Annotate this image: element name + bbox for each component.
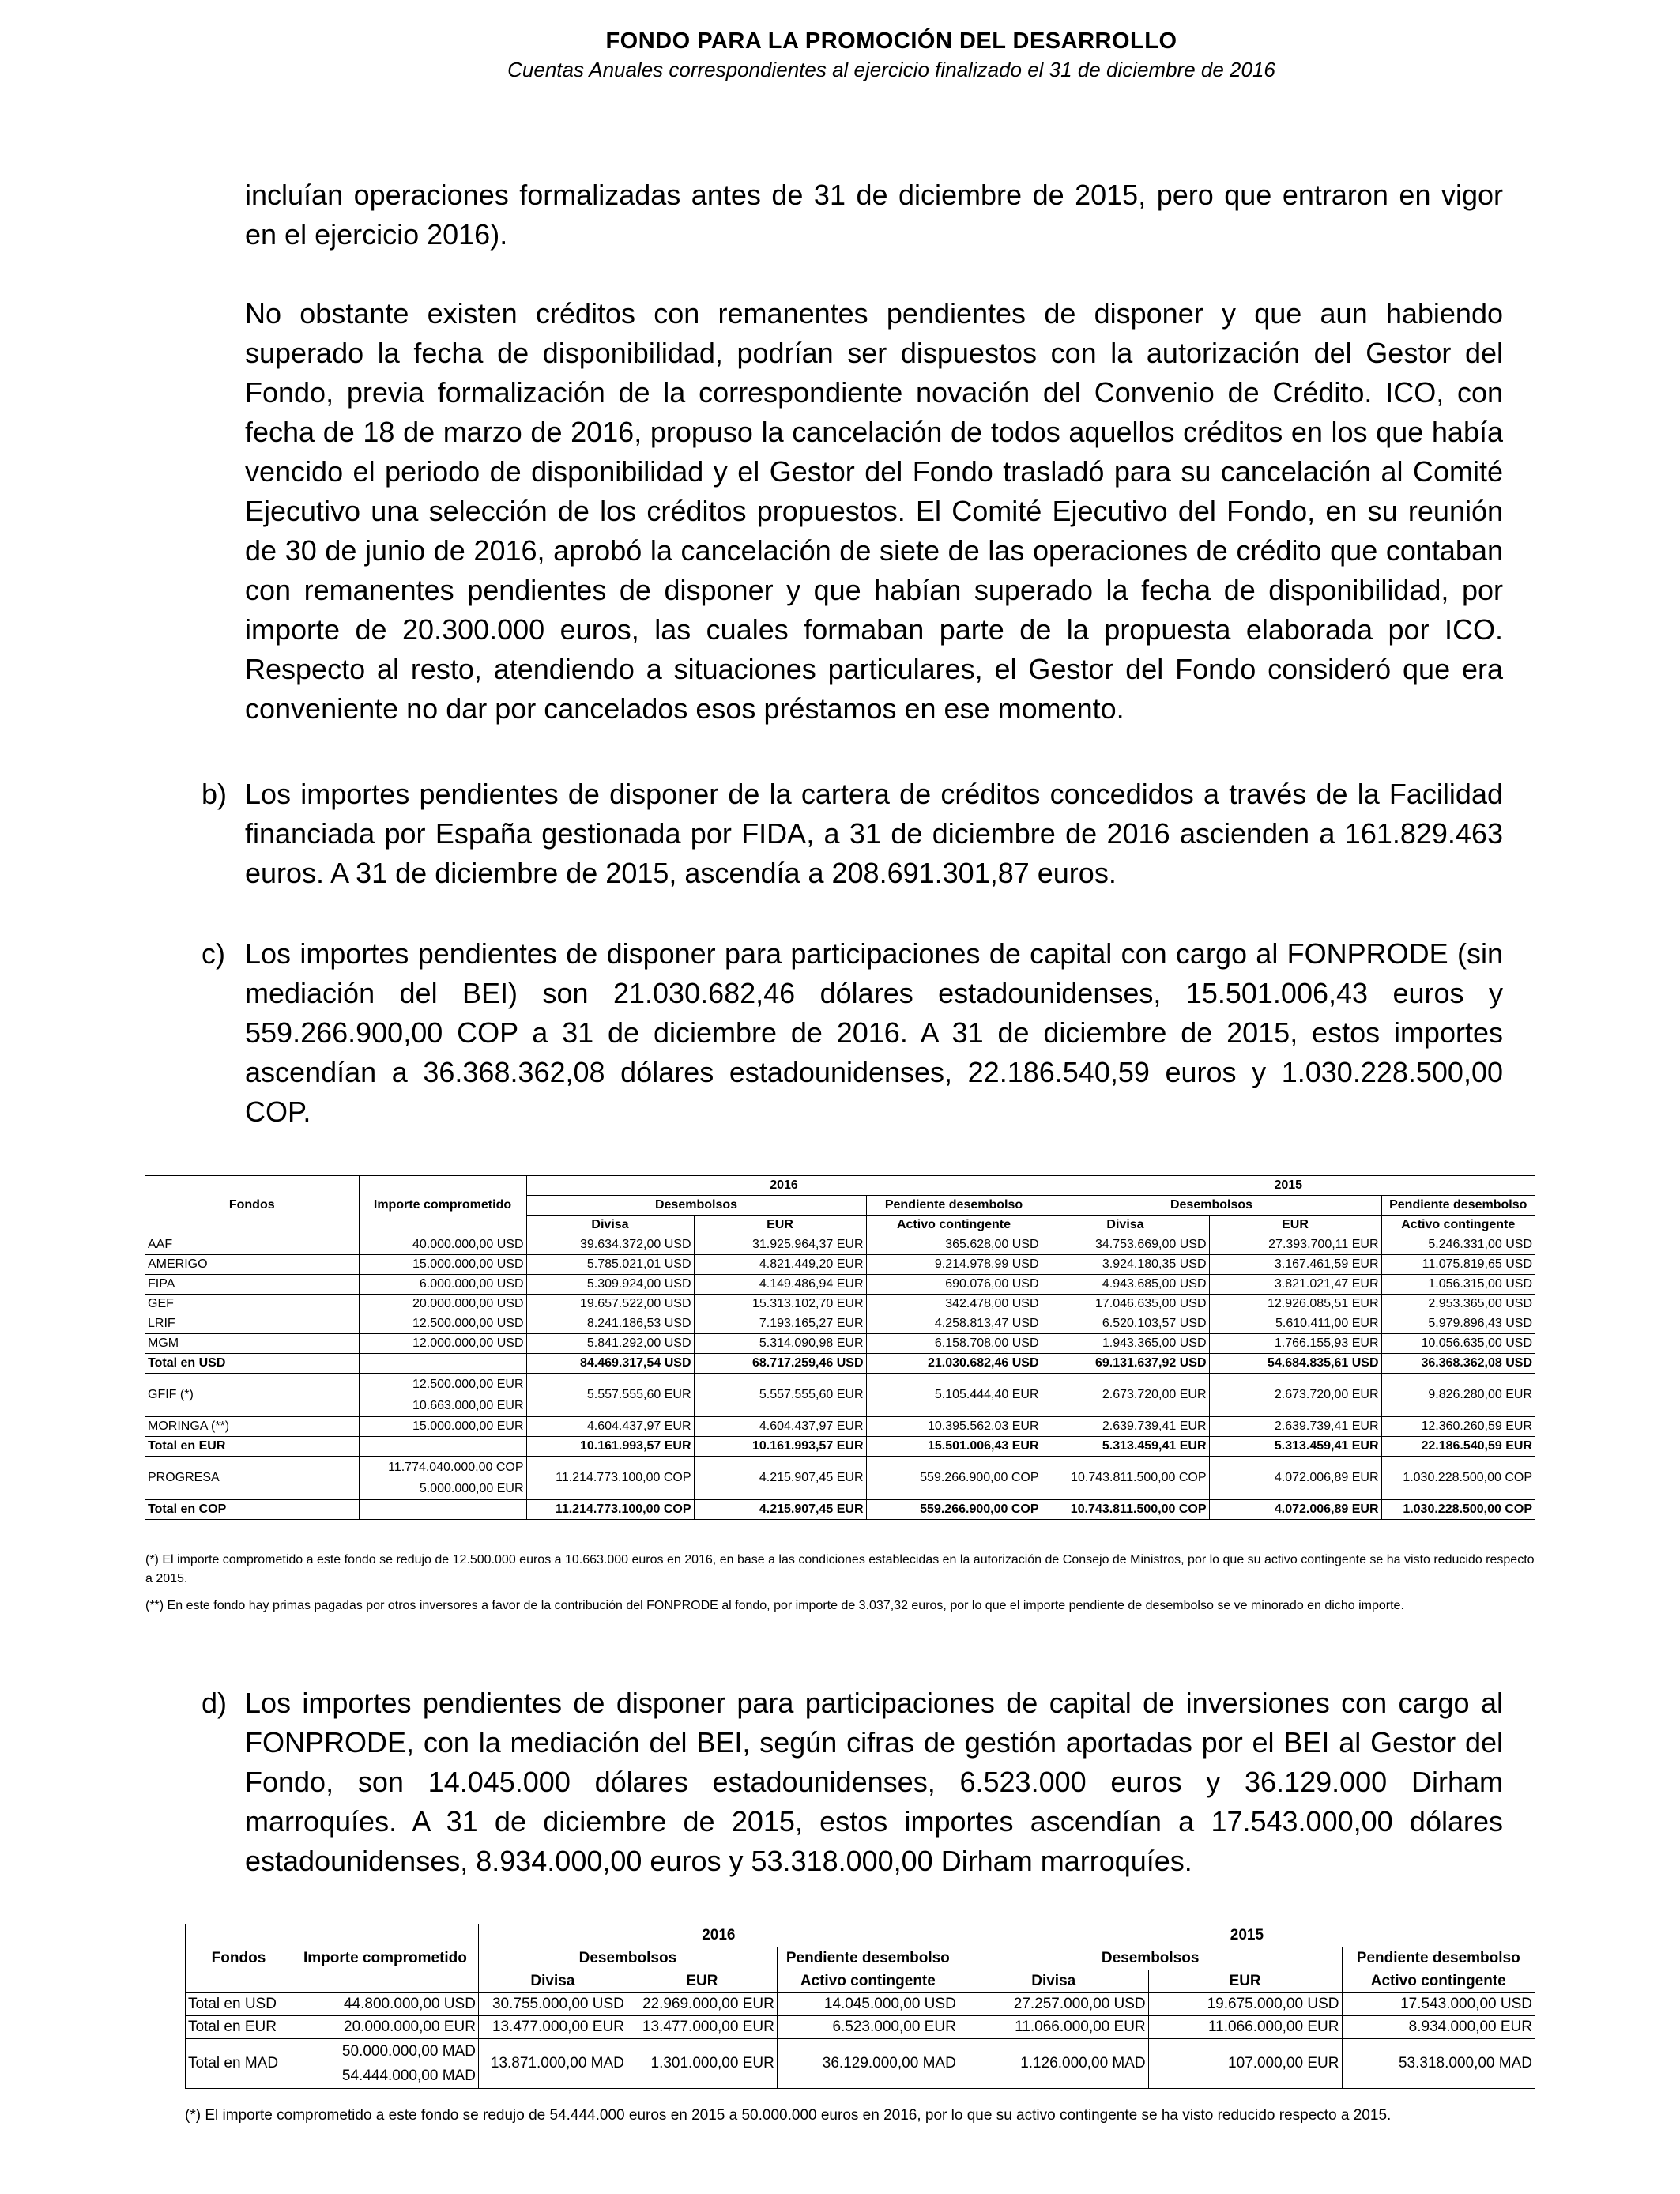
- cell: 6.158.708,00 USD: [866, 1334, 1042, 1354]
- document-header: [0, 28, 1680, 82]
- header-2015: 2015: [1042, 1176, 1535, 1196]
- cell: 13.871.000,00 MAD: [478, 2039, 627, 2089]
- paragraph-cancellations: [245, 294, 1503, 729]
- cell: 4.604.437,97 EUR: [694, 1417, 866, 1437]
- cell: [359, 1500, 526, 1520]
- header-desembolsos: Desembolsos: [478, 1947, 777, 1970]
- cell: 1.301.000,00 EUR: [627, 2039, 777, 2089]
- cell: 12.500.000,00 USD: [359, 1314, 526, 1334]
- cell-fondo: MORINGA (**): [145, 1417, 359, 1437]
- cell: 3.821.021,47 EUR: [1209, 1275, 1381, 1295]
- cell: [359, 1354, 526, 1374]
- header-activo: Activo contingente: [1342, 1970, 1535, 1993]
- header-pendiente: Pendiente desembolso: [1381, 1196, 1535, 1216]
- cell: 4.604.437,97 EUR: [526, 1417, 694, 1437]
- table-row: [145, 1275, 1535, 1295]
- header-2016: 2016: [478, 1924, 959, 1947]
- cell: 7.193.165,27 EUR: [694, 1314, 866, 1334]
- cell: 11.066.000,00 EUR: [959, 2016, 1148, 2039]
- cell-total-label: Total en EUR: [145, 1437, 359, 1457]
- cell: 54.684.835,61 USD: [1209, 1354, 1381, 1374]
- list-item-b: [202, 775, 1503, 893]
- table-footnote: (*) El importe comprometido a este fondo se redujo de 54.444.000 euros en 2015 a 50.000.000 euros en 2016, por lo que su activo contingente se ha visto reducido respecto a 2015.: [185, 2107, 1392, 2124]
- header-divisa: Divisa: [959, 1970, 1148, 1993]
- cell: 4.821.449,20 EUR: [694, 1255, 866, 1275]
- cell: 27.257.000,00 USD: [959, 1993, 1148, 2016]
- cell: 6.523.000,00 EUR: [777, 2016, 959, 2039]
- cell: 5.979.896,43 USD: [1381, 1314, 1535, 1334]
- cell: 68.717.259,46 USD: [694, 1354, 866, 1374]
- cell-line: 12.500.000,00 EUR: [412, 1378, 524, 1391]
- header-divisa: Divisa: [526, 1216, 694, 1235]
- list-letter: d): [202, 1687, 228, 1719]
- cell: 69.131.637,92 USD: [1042, 1354, 1209, 1374]
- cell: 19.675.000,00 USD: [1148, 1993, 1342, 2016]
- cell-importe-stacked: [359, 1374, 526, 1417]
- cell-total-label: Total en USD: [186, 1993, 292, 2016]
- list-text: Los importes pendientes de disponer para participaciones de capital de inversiones con cargo al FONPRODE, con la mediación del BEI, según cifras de gestión aportadas por el BEI al Gestor del Fondo, son 14.045.000 dólares estadounidenses, 6.523.000 euros y 36.129.000 Dirham marroquíes. A 31 de diciembre de 2015, estos importes ascendían a 17.543.000,00 dólares estadounidenses, 8.934.000,00 euros y 53.318.000,00 Dirham marroquíes.: [245, 1687, 1503, 1877]
- cell: 22.969.000,00 EUR: [627, 1993, 777, 2016]
- cell: 53.318.000,00 MAD: [1342, 2039, 1535, 2089]
- cell: 17.543.000,00 USD: [1342, 1993, 1535, 2016]
- table-row: [145, 1334, 1535, 1354]
- paragraph-continued: [245, 175, 1503, 254]
- table-row: [145, 1295, 1535, 1314]
- header-fondos: Fondos: [186, 1924, 292, 1993]
- table-total-row: [145, 1500, 1535, 1520]
- cell: 10.743.811.500,00 COP: [1042, 1500, 1209, 1520]
- cell: 30.755.000,00 USD: [478, 1993, 627, 2016]
- cell-total-label: Total en USD: [145, 1354, 359, 1374]
- header-2016: 2016: [526, 1176, 1042, 1196]
- participaciones-table: [145, 1175, 1535, 1520]
- header-2015: 2015: [959, 1924, 1535, 1947]
- table-header-row: [145, 1176, 1535, 1196]
- cell: 34.753.669,00 USD: [1042, 1235, 1209, 1255]
- cell: 27.393.700,11 EUR: [1209, 1235, 1381, 1255]
- header-activo: Activo contingente: [1381, 1216, 1535, 1235]
- cell-line: 11.774.040.000,00 COP: [388, 1461, 524, 1474]
- cell: 11.066.000,00 EUR: [1148, 2016, 1342, 2039]
- header-eur: EUR: [627, 1970, 777, 1993]
- cell: 342.478,00 USD: [866, 1295, 1042, 1314]
- cell: 5.785.021,01 USD: [526, 1255, 694, 1275]
- cell: [359, 1437, 526, 1457]
- cell: 4.943.685,00 USD: [1042, 1275, 1209, 1295]
- cell: 4.215.907,45 EUR: [694, 1457, 866, 1500]
- list-item-d: [202, 1683, 1503, 1881]
- cell-line: 50.000.000,00 MAD: [341, 2043, 476, 2060]
- cell: 10.161.993,57 EUR: [526, 1437, 694, 1457]
- table-header-row: [186, 1924, 1535, 1947]
- header-importe: Importe comprometido: [359, 1176, 526, 1235]
- paragraph-text: No obstante existen créditos con remanentes pendientes de disponer y que aun habiendo superado la fecha de disponibilidad, podrían ser dispuestos con la autorización del Gestor del Fondo, previa formalización de la correspondiente novación del Convenio de Crédito. ICO, con fecha de 18 de marzo de 2016, propuso la cancelación de todos aquellos créditos en los que había vencido el periodo de disponibilidad y el Gestor del Fondo trasladó para su cancelación al Comité Ejecutivo una selección de los créditos propuestos. El Comité Ejecutivo del Fondo, en su reunión de 30 de junio de 2016, aprobó la cancelación de siete de las operaciones de crédito que contaban con remanentes pendientes de disponer y que habían superado la fecha de disponibilidad, por importe de 20.300.000 euros, las cuales formaban parte de la propuesta elaborada por ICO. Respecto al resto, atendiendo a situaciones particulares, el Gestor del Fondo consideró que era conveniente no dar por cancelados esos préstamos en ese momento.: [245, 297, 1503, 725]
- cell: 39.634.372,00 USD: [526, 1235, 694, 1255]
- table-total-row: [145, 1437, 1535, 1457]
- paragraph-text: incluían operaciones formalizadas antes de 31 de diciembre de 2015, pero que entraron en vigor en el ejercicio 2016).: [245, 179, 1503, 251]
- cell: 9.826.280,00 EUR: [1381, 1374, 1535, 1417]
- cell-importe-stacked: [292, 2039, 478, 2089]
- cell: 5.314.090,98 EUR: [694, 1334, 866, 1354]
- cell: 13.477.000,00 EUR: [478, 2016, 627, 2039]
- cell-total-label: Total en EUR: [186, 2016, 292, 2039]
- table-footnote: (**) En este fondo hay primas pagadas por otros inversores a favor de la contribución del FONPRODE al fondo, por importe de 3.037,32 euros, por lo que el importe pendiente de desembolso se ve minorado en dicho importe.: [145, 1599, 1404, 1612]
- cell: 22.186.540,59 EUR: [1381, 1437, 1535, 1457]
- cell-line: 54.444.000,00 MAD: [341, 2068, 476, 2084]
- header-pendiente: Pendiente desembolso: [866, 1196, 1042, 1216]
- header-desembolsos: Desembolsos: [526, 1196, 866, 1216]
- cell-fondo: AMERIGO: [145, 1255, 359, 1275]
- cell: 8.934.000,00 EUR: [1342, 2016, 1535, 2039]
- cell-line: 10.663.000,00 EUR: [412, 1399, 524, 1412]
- cell-line: 5.000.000,00 EUR: [419, 1482, 524, 1495]
- cell-total-label: Total en MAD: [186, 2039, 292, 2089]
- cell: 1.943.365,00 USD: [1042, 1334, 1209, 1354]
- cell: 2.953.365,00 USD: [1381, 1295, 1535, 1314]
- cell: 15.501.006,43 EUR: [866, 1437, 1042, 1457]
- cell: 559.266.900,00 COP: [866, 1457, 1042, 1500]
- cell-total-label: Total en COP: [145, 1500, 359, 1520]
- cell: 20.000.000,00 EUR: [292, 2016, 478, 2039]
- cell-fondo: PROGRESA: [145, 1457, 359, 1500]
- cell-fondo: LRIF: [145, 1314, 359, 1334]
- cell: 10.056.635,00 USD: [1381, 1334, 1535, 1354]
- cell: 1.126.000,00 MAD: [959, 2039, 1148, 2089]
- cell: 5.309.924,00 USD: [526, 1275, 694, 1295]
- list-text: Los importes pendientes de disponer de la cartera de créditos concedidos a través de la Facilidad financiada por España gestionada por FIDA, a 31 de diciembre de 2016 ascienden a 161.829.463 euros. A 31 de diciembre de 2015, ascendía a 208.691.301,87 euros.: [245, 778, 1503, 889]
- cell: 13.477.000,00 EUR: [627, 2016, 777, 2039]
- document-title: FONDO PARA LA PROMOCIÓN DEL DESARROLLO: [605, 28, 1177, 54]
- header-desembolsos: Desembolsos: [959, 1947, 1342, 1970]
- table-row: [186, 2016, 1535, 2039]
- cell: 1.030.228.500,00 COP: [1381, 1500, 1535, 1520]
- cell: 1.766.155,93 EUR: [1209, 1334, 1381, 1354]
- header-divisa: Divisa: [1042, 1216, 1209, 1235]
- cell: 690.076,00 USD: [866, 1275, 1042, 1295]
- cell: 4.258.813,47 USD: [866, 1314, 1042, 1334]
- table-row: [186, 2039, 1535, 2089]
- cell: 5.105.444,40 EUR: [866, 1374, 1042, 1417]
- cell: 5.557.555,60 EUR: [694, 1374, 866, 1417]
- cell: 2.639.739,41 EUR: [1042, 1417, 1209, 1437]
- cell: 11.075.819,65 USD: [1381, 1255, 1535, 1275]
- cell: 4.072.006,89 EUR: [1209, 1500, 1381, 1520]
- table-row: [145, 1255, 1535, 1275]
- cell: 1.056.315,00 USD: [1381, 1275, 1535, 1295]
- cell: 10.395.562,03 EUR: [866, 1417, 1042, 1437]
- cell: 9.214.978,99 USD: [866, 1255, 1042, 1275]
- header-divisa: Divisa: [478, 1970, 627, 1993]
- cell: 5.557.555,60 EUR: [526, 1374, 694, 1417]
- table-footnote: (*) El importe comprometido a este fondo se redujo de 12.500.000 euros a 10.663.000 euros en 2016, en base a las condiciones establecidas en la autorización de Consejo de Ministros, por lo que su activo contingente se ha visto reducido respecto a 2015.: [145, 1553, 1535, 1585]
- header-eur: EUR: [1148, 1970, 1342, 1993]
- cell: 4.215.907,45 EUR: [694, 1500, 866, 1520]
- table-row: [145, 1417, 1535, 1437]
- header-pendiente: Pendiente desembolso: [1342, 1947, 1535, 1970]
- cell-fondo: GEF: [145, 1295, 359, 1314]
- cell: 31.925.964,37 EUR: [694, 1235, 866, 1255]
- header-fondos: Fondos: [145, 1176, 359, 1235]
- cell: 15.000.000,00 USD: [359, 1255, 526, 1275]
- header-activo: Activo contingente: [777, 1970, 959, 1993]
- header-desembolsos: Desembolsos: [1042, 1196, 1381, 1216]
- list-letter: c): [202, 937, 225, 970]
- cell: 12.000.000,00 USD: [359, 1334, 526, 1354]
- cell: 84.469.317,54 USD: [526, 1354, 694, 1374]
- cell: 19.657.522,00 USD: [526, 1295, 694, 1314]
- cell: 5.313.459,41 EUR: [1209, 1437, 1381, 1457]
- cell: 5.841.292,00 USD: [526, 1334, 694, 1354]
- cell: 8.241.186,53 USD: [526, 1314, 694, 1334]
- cell: 4.149.486,94 EUR: [694, 1275, 866, 1295]
- bei-participaciones-table: [185, 1924, 1535, 2089]
- cell: 15.000.000,00 EUR: [359, 1417, 526, 1437]
- document-subtitle: Cuentas Anuales correspondientes al ejercicio finalizado el 31 de diciembre de 2016: [507, 58, 1275, 81]
- cell: 11.214.773.100,00 COP: [526, 1457, 694, 1500]
- cell-fondo: AAF: [145, 1235, 359, 1255]
- cell: 12.926.085,51 EUR: [1209, 1295, 1381, 1314]
- header-activo: Activo contingente: [866, 1216, 1042, 1235]
- cell: 4.072.006,89 EUR: [1209, 1457, 1381, 1500]
- cell-importe-stacked: [359, 1457, 526, 1500]
- cell: 107.000,00 EUR: [1148, 2039, 1342, 2089]
- cell: 2.673.720,00 EUR: [1209, 1374, 1381, 1417]
- header-eur: EUR: [1209, 1216, 1381, 1235]
- cell: 3.924.180,35 USD: [1042, 1255, 1209, 1275]
- cell: 2.639.739,41 EUR: [1209, 1417, 1381, 1437]
- cell: 17.046.635,00 USD: [1042, 1295, 1209, 1314]
- table-row: [145, 1374, 1535, 1417]
- cell: 6.520.103,57 USD: [1042, 1314, 1209, 1334]
- cell: 6.000.000,00 USD: [359, 1275, 526, 1295]
- cell-fondo: FIPA: [145, 1275, 359, 1295]
- cell: 10.161.993,57 EUR: [694, 1437, 866, 1457]
- cell: 5.246.331,00 USD: [1381, 1235, 1535, 1255]
- cell: 15.313.102,70 EUR: [694, 1295, 866, 1314]
- list-item-c: [202, 934, 1503, 1132]
- cell: 10.743.811.500,00 COP: [1042, 1457, 1209, 1500]
- cell: 40.000.000,00 USD: [359, 1235, 526, 1255]
- table-row: [186, 1993, 1535, 2016]
- cell: 36.368.362,08 USD: [1381, 1354, 1535, 1374]
- cell: 20.000.000,00 USD: [359, 1295, 526, 1314]
- table-row: [145, 1314, 1535, 1334]
- table-total-row: [145, 1354, 1535, 1374]
- cell: 2.673.720,00 EUR: [1042, 1374, 1209, 1417]
- header-pendiente: Pendiente desembolso: [777, 1947, 959, 1970]
- cell: 5.313.459,41 EUR: [1042, 1437, 1209, 1457]
- cell: 11.214.773.100,00 COP: [526, 1500, 694, 1520]
- list-text: Los importes pendientes de disponer para participaciones de capital con cargo al FONPRODE (sin mediación del BEI) son 21.030.682,46 dólares estadounidenses, 15.501.006,43 euros y 559.266.900,00 COP a 31 de diciembre de 2016. A 31 de diciembre de 2015, estos importes ascendían a 36.368.362,08 dólares estadounidenses, 22.186.540,59 euros y 1.030.228.500,00 COP.: [245, 937, 1503, 1128]
- cell: 14.045.000,00 USD: [777, 1993, 959, 2016]
- cell: 1.030.228.500,00 COP: [1381, 1457, 1535, 1500]
- cell-fondo: GFIF (*): [145, 1374, 359, 1417]
- header-importe: Importe comprometido: [292, 1924, 478, 1993]
- cell: 44.800.000,00 USD: [292, 1993, 478, 2016]
- cell: 365.628,00 USD: [866, 1235, 1042, 1255]
- cell: 21.030.682,46 USD: [866, 1354, 1042, 1374]
- cell: 5.610.411,00 EUR: [1209, 1314, 1381, 1334]
- list-letter: b): [202, 778, 228, 810]
- cell: 3.167.461,59 EUR: [1209, 1255, 1381, 1275]
- table-row: [145, 1235, 1535, 1255]
- cell: 36.129.000,00 MAD: [777, 2039, 959, 2089]
- header-eur: EUR: [694, 1216, 866, 1235]
- cell: 12.360.260,59 EUR: [1381, 1417, 1535, 1437]
- cell: 559.266.900,00 COP: [866, 1500, 1042, 1520]
- cell-fondo: MGM: [145, 1334, 359, 1354]
- table-row: [145, 1457, 1535, 1500]
